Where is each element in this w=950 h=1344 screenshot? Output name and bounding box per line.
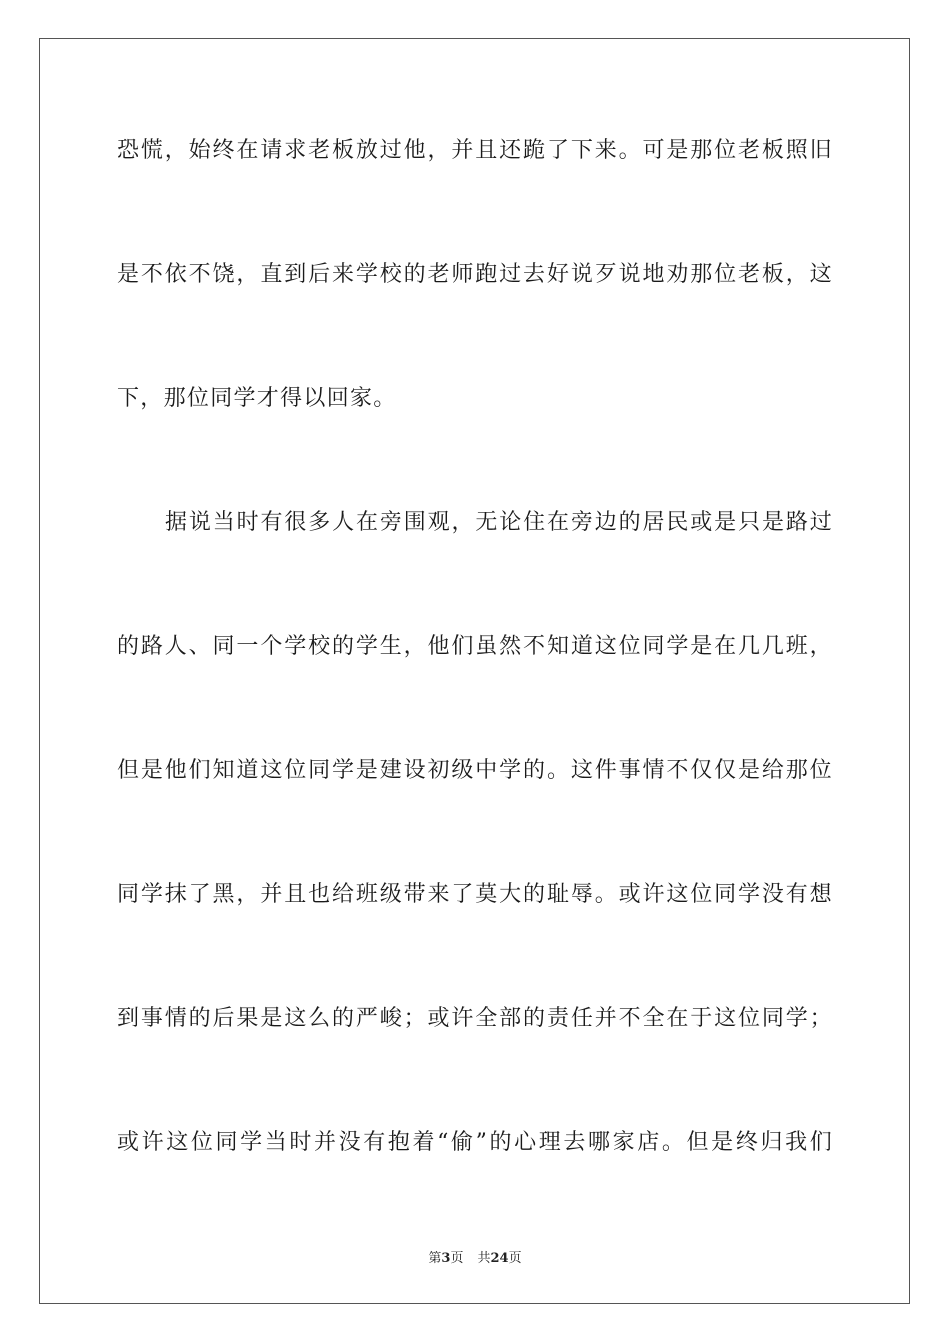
text-line: 是不依不饶，直到后来学校的老师跑过去好说歹说地劝那位老板，这 — [117, 262, 833, 287]
total-prefix: 共 — [477, 1251, 491, 1266]
text-line: 同学抹了黑，并且也给班级带来了莫大的耻辱。或许这位同学没有想 — [117, 882, 833, 907]
text-line: 下，那位同学才得以回家。 — [117, 386, 397, 411]
text-line: 到事情的后果是这么的严峻；或许全部的责任并不全在于这位同学； — [117, 1006, 833, 1031]
document-body — [117, 120, 833, 1236]
page-footer — [0, 1247, 950, 1266]
text-line: 据说当时有很多人在旁围观，无论住在旁边的居民或是只是路过 — [165, 510, 833, 535]
text-line: 但是他们知道这位同学是建设初级中学的。这件事情不仅仅是给那位 — [117, 758, 833, 783]
page-suffix: 页 — [450, 1251, 464, 1266]
page-number: 3 — [441, 1251, 451, 1266]
page-prefix: 第 — [428, 1251, 442, 1266]
text-line: 或许这位同学当时并没有抱着“偷”的心理去哪家店。但是终归我们 — [117, 1130, 833, 1155]
text-line: 恐慌，始终在请求老板放过他，并且还跪了下来。可是那位老板照旧 — [117, 138, 833, 163]
text-line: 的路人、同一个学校的学生，他们虽然不知道这位同学是在几几班， — [117, 634, 833, 659]
total-suffix: 页 — [508, 1251, 522, 1266]
total-pages: 24 — [490, 1251, 509, 1266]
